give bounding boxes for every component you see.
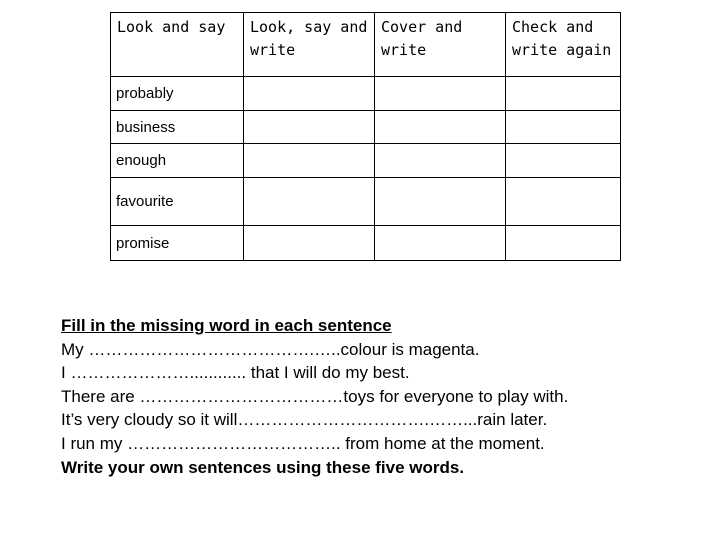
exercise-title: Fill in the missing word in each sentence bbox=[61, 316, 392, 335]
header-check-and-write-again: Check and write again bbox=[506, 13, 621, 77]
spelling-table bbox=[110, 12, 621, 261]
write-cell bbox=[244, 111, 375, 144]
check-cell bbox=[506, 77, 621, 111]
cover-cell bbox=[375, 226, 506, 261]
closing-instruction: Write your own sentences using these five words. bbox=[61, 457, 465, 477]
table-row bbox=[111, 144, 621, 178]
write-cell bbox=[244, 144, 375, 178]
table-row bbox=[111, 77, 621, 111]
sentence-4: It’s very cloudy so it will…………………………….……...rain later. bbox=[61, 410, 548, 430]
table-row bbox=[111, 178, 621, 226]
check-cell bbox=[506, 144, 621, 178]
word-promise: promise bbox=[111, 226, 244, 261]
check-cell bbox=[506, 226, 621, 261]
check-cell bbox=[506, 178, 621, 226]
sentence-2: I …………………............ that I will do my best. bbox=[61, 363, 410, 383]
sentence-3: There are ………………………………toys for everyone to play with. bbox=[61, 386, 569, 406]
header-cover-and-write: Cover and write bbox=[375, 13, 506, 77]
table-row bbox=[111, 226, 621, 261]
word-probably: probably bbox=[111, 77, 244, 111]
write-cell bbox=[244, 226, 375, 261]
sentence-1: My ………………………………….…..colour is magenta. bbox=[61, 339, 480, 359]
word-favourite: favourite bbox=[111, 178, 244, 226]
cover-cell bbox=[375, 144, 506, 178]
write-cell bbox=[244, 77, 375, 111]
word-business: business bbox=[111, 111, 244, 144]
check-cell bbox=[506, 111, 621, 144]
table-row bbox=[111, 111, 621, 144]
write-cell bbox=[244, 178, 375, 226]
sentence-5: I run my ……………………………….. from home at the moment. bbox=[61, 433, 545, 453]
cover-cell bbox=[375, 111, 506, 144]
word-enough: enough bbox=[111, 144, 244, 178]
table-header-row bbox=[111, 13, 621, 77]
header-look-say-write: Look, say and write bbox=[244, 13, 375, 77]
header-look-and-say: Look and say bbox=[111, 13, 244, 77]
cover-cell bbox=[375, 77, 506, 111]
fill-in-exercise bbox=[61, 314, 568, 479]
cover-cell bbox=[375, 178, 506, 226]
